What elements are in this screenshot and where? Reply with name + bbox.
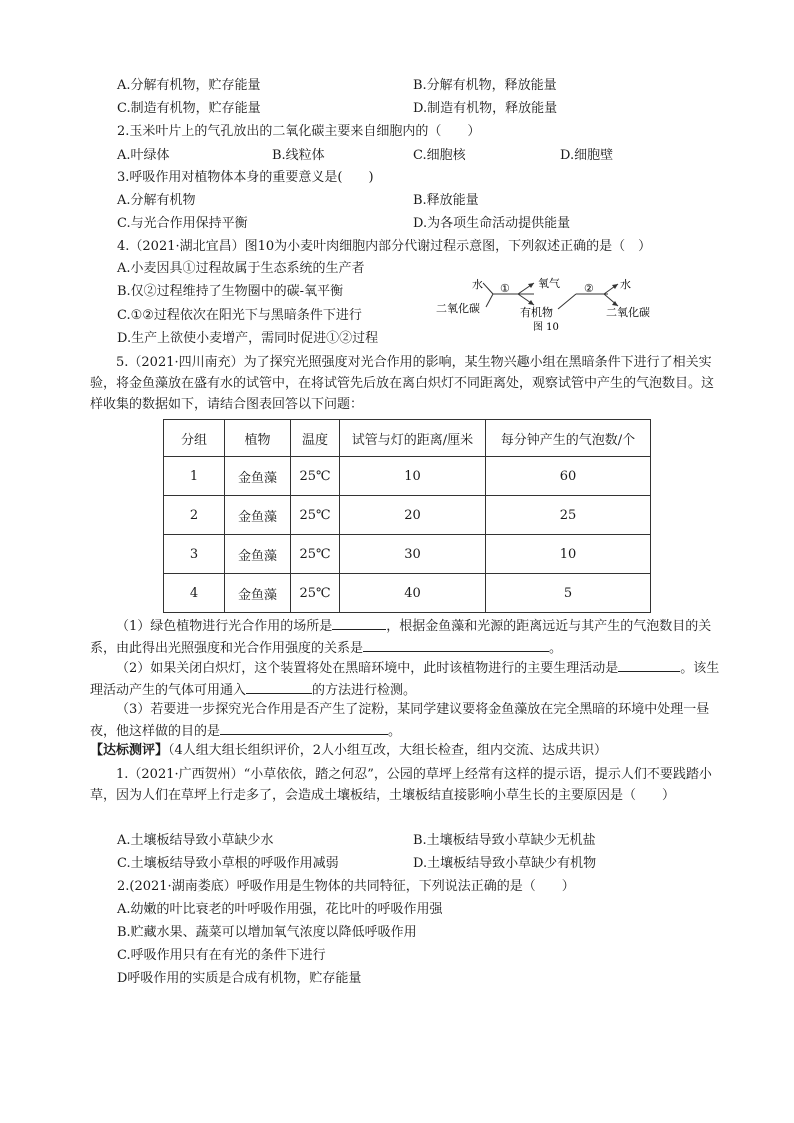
question-5-sub-3 — [90, 699, 724, 742]
sub-2-text-a: （2）如果关闭白炽灯，这个装置将处在黑暗环境中，此时该植物进行的主要生理活动是 — [116, 661, 619, 676]
table-cell: 1 — [164, 457, 225, 496]
table-row — [164, 574, 651, 613]
table-cell: 3 — [164, 535, 225, 574]
answer-blank[interactable] — [220, 720, 388, 735]
question-5-sub-2 — [90, 657, 724, 701]
assessment-note: （4人组大组长组织评价，2人小组互改，大组长检查，组内交流、达成共识） — [168, 743, 608, 758]
option-a: A.幼嫩的叶比衰老的叶呼吸作用强，花比叶的呼吸作用强 — [117, 902, 443, 917]
option-b: B.分解有机物，释放能量 — [413, 78, 557, 93]
assessment-tag: 【达标测评】 — [90, 743, 169, 758]
question-5-sub-1 — [90, 615, 724, 659]
diagram-oxygen: 氧气 — [538, 277, 560, 290]
question-2-stem: 2.玉米叶片上的气孔放出的二氧化碳主要来自细胞内的（ ） — [117, 124, 481, 139]
table-header-cell: 植物 — [225, 420, 291, 457]
table-row — [164, 496, 651, 535]
answer-blank[interactable] — [246, 679, 312, 694]
table-cell: 10 — [340, 457, 486, 496]
table-cell: 金鱼藻 — [225, 457, 291, 496]
table-cell: 4 — [164, 574, 225, 613]
diagram-water-right: 水 — [620, 278, 631, 291]
option-c: C.与光合作用保持平衡 — [117, 216, 248, 231]
option-a: A.分解有机物 — [117, 193, 196, 208]
table-header-cell: 温度 — [291, 420, 340, 457]
test-question-2-stem: 2.(2021·湖南娄底）呼吸作用是生物体的共同特征，下列说法正确的是（ ） — [117, 879, 575, 894]
table-header-cell: 试管与灯的距离/厘米 — [340, 420, 486, 457]
option-d: D.土壤板结导致小草缺少有机物 — [413, 856, 597, 871]
diagram-step-1: ① — [500, 282, 510, 295]
diagram-co2-right: 二氧化碳 — [606, 306, 650, 319]
sub-3-text-b: 。 — [388, 724, 402, 739]
question-4-stem: 4.（2021·湖北宜昌）图10为小麦叶肉细胞内部分代谢过程示意图，下列叙述正确的是（ ） — [117, 239, 652, 254]
option-c: C.呼吸作用只有在有光的条件下进行 — [117, 948, 326, 963]
option-c: C.细胞核 — [413, 148, 466, 163]
answer-blank[interactable] — [332, 615, 386, 630]
table-row — [164, 535, 651, 574]
table-cell: 25℃ — [291, 535, 340, 574]
diagram-water-left: 水 — [472, 278, 483, 291]
table-header-cell: 每分钟产生的气泡数/个 — [486, 420, 651, 457]
option-d: D.制造有机物，释放能量 — [413, 101, 558, 116]
option-b: B.仅②过程维持了生物圈中的碳-氧平衡 — [117, 284, 344, 299]
question-5-intro: 5.（2021·四川南充）为了探究光照强度对光合作用的影响，某生物兴趣小组在黑暗条件下进行了相关实验，将金鱼藻放在盛有水的试管中，在将试管先后放在离白炽灯不同距离处，观察试管中产生的气泡数目。这样收集的数据如下，请结合图表回答以下问题： — [90, 355, 715, 412]
question-3-stem: 3.呼吸作用对植物体本身的重要意义是( ) — [117, 170, 374, 185]
option-a: A.分解有机物，贮存能量 — [117, 78, 261, 93]
table-header-row — [164, 420, 651, 457]
table-cell: 金鱼藻 — [225, 496, 291, 535]
table-cell: 5 — [486, 574, 651, 613]
sub-2-text-b: 。该生理活动产生的气体可用通入 — [90, 661, 720, 698]
diagram-caption: 图 10 — [533, 322, 559, 333]
table-cell: 60 — [486, 457, 651, 496]
option-d: D.生产上欲使小麦增产，需同时促进①②过程 — [117, 331, 379, 346]
option-b: B.释放能量 — [413, 193, 479, 208]
table-cell: 20 — [340, 496, 486, 535]
metabolism-diagram — [408, 274, 658, 336]
option-d: D.为各项生命活动提供能量 — [413, 216, 571, 231]
option-a: A.土壤板结导致小草缺少水 — [117, 833, 274, 848]
table-cell: 25 — [486, 496, 651, 535]
option-c: C.①②过程依次在阳光下与黑暗条件下进行 — [117, 308, 362, 323]
option-c: C.土壤板结导致小草根的呼吸作用减弱 — [117, 856, 339, 871]
option-b: B.土壤板结导致小草缺少无机盐 — [413, 833, 596, 848]
table-cell: 30 — [340, 535, 486, 574]
diagram-step-2: ② — [584, 282, 594, 295]
table-cell: 25℃ — [291, 574, 340, 613]
diagram-organic: 有机物 — [520, 306, 553, 319]
option-a: A.叶绿体 — [117, 148, 170, 163]
answer-blank[interactable] — [363, 637, 549, 652]
option-b: B.线粒体 — [272, 148, 325, 163]
table-cell: 25℃ — [291, 496, 340, 535]
table-row — [164, 457, 651, 496]
option-d: D.细胞壁 — [560, 148, 614, 163]
option-d: D呼吸作用的实质是合成有机物，贮存能量 — [117, 971, 362, 986]
table-cell: 10 — [486, 535, 651, 574]
table-header-cell: 分组 — [164, 420, 225, 457]
option-a: A.小麦因具①过程故属于生态系统的生产者 — [117, 261, 365, 276]
assessment-header — [90, 741, 607, 761]
experiment-table — [163, 419, 651, 613]
sub-3-text-a: （3）若要进一步探究光合作用是否产生了淀粉，某同学建议要将金鱼藻放在完全黑暗的环境中处理一昼夜，他这样做的目的是 — [90, 702, 710, 739]
test-question-1-stem: 1.（2021·广西贺州）“小草依依，踏之何忍”，公园的草坪上经常有这样的提示语，提示人们不要践踏小草，因为人们在草坪上行走多了，会造成土壤板结，土壤板结直接影响小草生长的主要原因是（ ） — [90, 767, 712, 803]
sub-1-text-a: （1）绿色植物进行光合作用的场所是 — [116, 619, 333, 634]
table-cell: 40 — [340, 574, 486, 613]
table-cell: 金鱼藻 — [225, 535, 291, 574]
sub-1-text-b: ，根据金鱼藻和光源的距离远近与其产生的气泡数目的关系，由此得出光照强度和光合作用强度的关系是 — [90, 619, 712, 656]
option-c: C.制造有机物，贮存能量 — [117, 101, 261, 116]
diagram-co2-left: 二氧化碳 — [436, 302, 480, 315]
sub-2-text-c: 的方法进行检测。 — [312, 683, 417, 698]
table-cell: 金鱼藻 — [225, 574, 291, 613]
table-cell: 25℃ — [291, 457, 340, 496]
option-b: B.贮藏水果、蔬菜可以增加氧气浓度以降低呼吸作用 — [117, 925, 417, 940]
table-cell: 2 — [164, 496, 225, 535]
answer-blank[interactable] — [618, 657, 680, 672]
sub-1-text-c: 。 — [549, 641, 563, 656]
